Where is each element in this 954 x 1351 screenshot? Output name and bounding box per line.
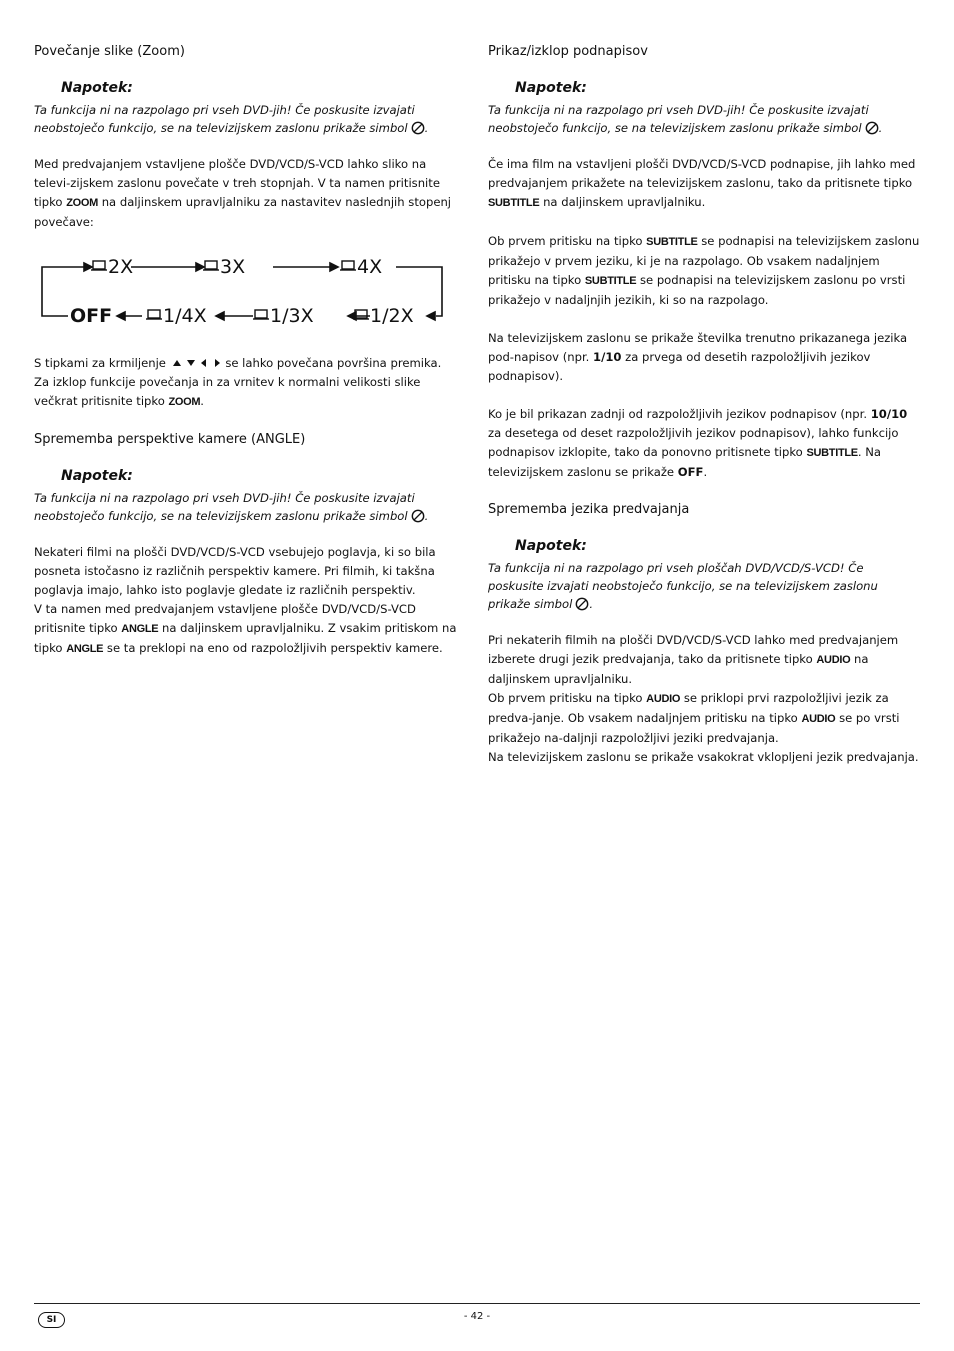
zoom-section-title: Povečanje slike (Zoom) — [34, 44, 185, 59]
prohibited-symbol-icon — [865, 121, 879, 135]
zoom-paragraph-1: Med predvajanjem vstavljene plošče DVD/VCD/S-VCD lahko sliko na televi-zijskem zaslonu povečate v treh stopnjah. V ta namen pritisnite tipko ZOOM na daljinskem upravljalniku za nastavitev naslednjih stopenj povečave: — [34, 157, 452, 229]
zoom-step-4x: 4X — [357, 256, 383, 278]
subtitle-key-2: SUBTITLE — [646, 236, 698, 248]
subtitle-paragraph-4: Ko je bil prikazan zadnji od razpoložljivih jezikov podnapisov (npr. 10/10 za desetega od deset razpoložljivih jezikov podnapisov), lahko funkcijo podnapisov izklopite, tako da ponovno pritisnete tipko SUBTITLE. Na televizijskem zaslonu se prikaže OFF. — [488, 407, 908, 479]
angle-key-2: ANGLE — [66, 643, 104, 655]
zoom-step-1-2x: 1/2X — [370, 305, 414, 327]
audio-key: AUDIO — [816, 654, 851, 666]
subtitle-paragraph-1: Če ima film na vstavljeni plošči DVD/VCD/S-VCD podnapise, jih lahko med predvajanjem prikažete na televizijskem zaslonu, tako da pritisnete tipko SUBTITLE na daljinskem upravljalniku. — [488, 157, 916, 209]
audio-key-3: AUDIO — [801, 713, 836, 725]
audio-section-title: Sprememba jezika predvajanja — [488, 502, 690, 517]
audio-paragraph-2: Ob prvem pritisku na tipko AUDIO se priklopi prvi razpoložljivi jezik za predva-janje. Ob vsakem nadaljnjem pritisku na tipko AUDIO se po vrsti prikažejo na-daljnji razpoložljivi jeziki predvajanja. — [488, 691, 900, 745]
zoom-note-text: Ta funkcija ni na razpolago pri vseh DVD-jih! Če poskusite izvajati neobstoječo funkcijo, se na televizijskem zaslonu prikaže simbol . — [34, 103, 429, 135]
language-badge: SI — [38, 1312, 65, 1328]
zoom-note-label: Napotek: — [61, 80, 133, 96]
angle-paragraph-1: Nekateri filmi na plošči DVD/VCD/S-VCD vsebujejo poglavja, ki so bila posneta istočasno iz različnih perspektiv kamere. Pri filmih, ki takšna poglavja imajo, lahko isto poglavje gledate iz različnih perspektiv. — [34, 545, 436, 597]
zoom-step-1-4x: 1/4X — [163, 305, 207, 327]
audio-paragraph-1: Pri nekaterih filmih na plošči DVD/VCD/S-VCD lahko med predvajanjem izberete drugi jezik predvajanja, tako da pritisnete tipko AUDIO na daljinskem upravljalniku. — [488, 633, 899, 686]
subtitle-example-number-2: 10/10 — [870, 407, 908, 421]
subtitle-paragraph-2: Ob prvem pritisku na tipko SUBTITLE se podnapisi na televizijskem zaslonu prikažejo v prvem jeziku, ki je na razpolago. Ob vsakem nadaljnjem pritisku na tipko SUBTITLE se podnapisi na televizijskem zaslonu po vrsti prikažejo v nadaljnjih jezikih, ki so na razpolago. — [488, 234, 920, 307]
subtitle-note-label: Napotek: — [515, 80, 587, 96]
zoom-key-2: ZOOM — [168, 396, 201, 408]
zoom-step-1-3x: 1/3X — [270, 305, 314, 327]
subtitle-key: SUBTITLE — [488, 197, 540, 209]
angle-paragraph-2: V ta namen med predvajanjem vstavljene plošče DVD/VCD/S-VCD pritisnite tipko ANGLE na daljinskem upravljalniku. Z vsakim pritiskom na tipko ANGLE se ta preklopi na eno od razpoložljivih perspektiv kamere. — [34, 602, 457, 655]
left-column — [34, 43, 466, 659]
page-number: - 42 - — [463, 1311, 491, 1322]
zoom-paragraph-3: Za izklop funkcije povečanja in za vrnitev k normalni velikosti slike večkrat pritisnite tipko ZOOM. — [34, 375, 421, 408]
subtitle-key-4: SUBTITLE — [806, 447, 858, 459]
subtitle-key-3: SUBTITLE — [584, 275, 637, 287]
audio-note-text: Ta funkcija ni na razpolago pri vseh ploščah DVD/VCD/S-VCD! Če poskusite izvajati neobstoječo funkcijo, se na televizijskem zaslonu prikaže simbol . — [488, 561, 878, 611]
audio-key-2: AUDIO — [646, 693, 681, 705]
prohibited-symbol-icon — [411, 509, 425, 523]
angle-note-label: Napotek: — [61, 468, 133, 484]
zoom-key: ZOOM — [66, 197, 99, 209]
zoom-paragraph-2: S tipkami za krmiljenje se lahko povečana površina premika. — [34, 356, 442, 370]
prohibited-symbol-icon — [411, 121, 425, 135]
prohibited-symbol-icon — [575, 597, 589, 611]
subtitle-note-text: Ta funkcija ni na razpolago pri vseh DVD-jih! Če poskusite izvajati neobstoječo funkcijo, se na televizijskem zaslonu prikaže simbol . — [488, 103, 883, 135]
subtitle-example-number: 1/10 — [593, 350, 622, 364]
audio-note-label: Napotek: — [515, 538, 587, 554]
audio-paragraph-3: Na televizijskem zaslonu se prikaže vsakokrat vklopljeni jezik predvajanja. — [488, 750, 919, 764]
angle-section-title: Sprememba perspektive kamere (ANGLE) — [34, 432, 306, 447]
angle-note-text: Ta funkcija ni na razpolago pri vseh DVD-jih! Če poskusite izvajati neobstoječo funkcijo, se na televizijskem zaslonu prikaže simbol . — [34, 491, 429, 523]
subtitle-section-title: Prikaz/izklop podnapisov — [488, 44, 648, 59]
subtitle-paragraph-3: Na televizijskem zaslonu se prikaže številka trenutno prikazanega jezika pod-napisov (npr. 1/10 za prvega od desetih razpoložljivih jezikov podnapisov). — [488, 331, 908, 383]
footer-divider — [34, 1303, 920, 1304]
zoom-step-3x: 3X — [220, 256, 246, 278]
zoom-step-2x: 2X — [108, 256, 134, 278]
zoom-step-off: OFF — [70, 305, 113, 327]
direction-keys-icon — [170, 358, 222, 368]
angle-key: ANGLE — [121, 623, 159, 635]
zoom-steps-diagram — [38, 254, 458, 334]
right-column — [488, 43, 920, 767]
subtitle-off-label: OFF — [677, 465, 704, 479]
